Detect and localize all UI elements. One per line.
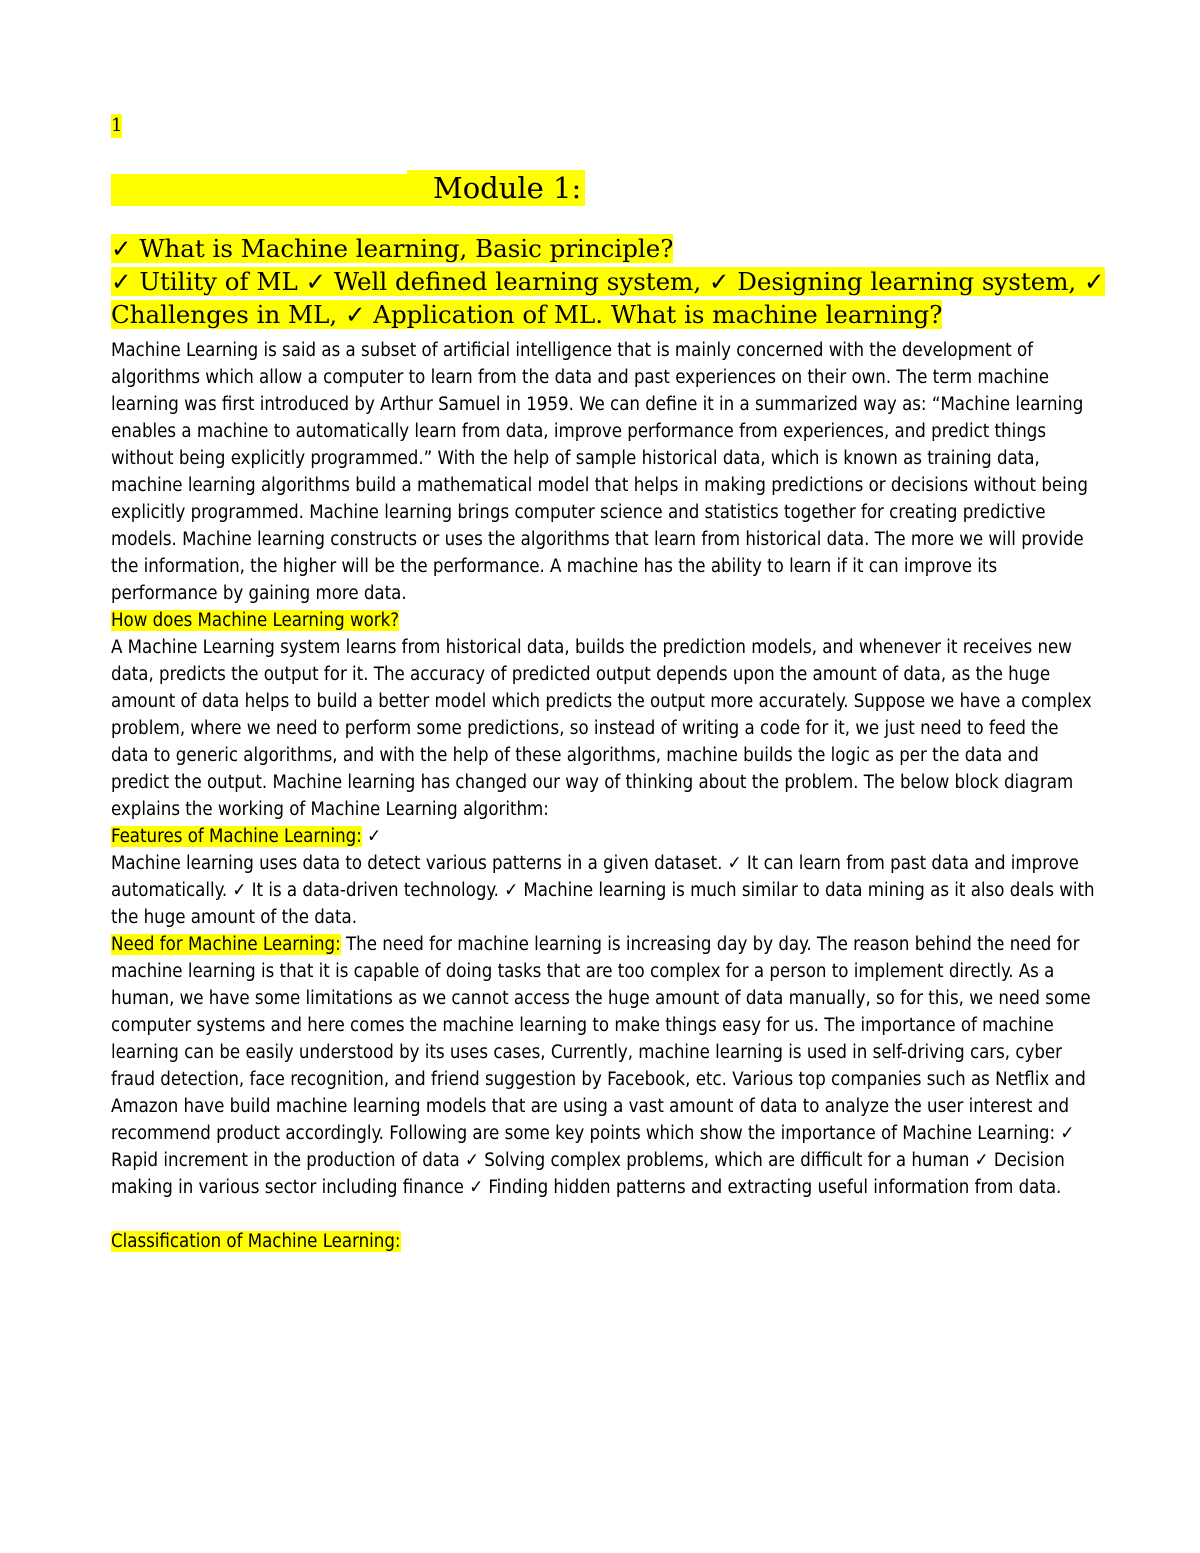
topic-line-2: ✓ Utility of ML ✓ Well defined learning system, ✓ Designing learning system, ✓ — [111, 267, 1105, 296]
module-title: Module 1: — [407, 170, 585, 206]
how-paragraph: A Machine Learning system learns from historical data, builds the prediction models, and whenever it receives new data, predicts the output for it. The accuracy of predicted output depends upon the amount of data, as the huge amount of data helps to build a better model which predicts the output more accurately. Suppose we have a complex problem, where we need to perform some predictions, so instead of writing a code for it, we just need to feed the data to generic algorithms, and with the help of these algorithms, machine builds the logic as per the data and predict the output. Machine learning has changed our way of thinking about the problem. The below block diagram explains the working of Machine Learning algorithm: — [111, 637, 1092, 820]
how-heading-line — [111, 607, 1096, 634]
need-paragraph — [111, 931, 1096, 1201]
classification-heading-line — [111, 1228, 1096, 1255]
document-body — [111, 337, 1096, 1255]
features-paragraph: Machine learning uses data to detect various patterns in a given dataset. ✓ It can learn from past data and improve automatically. ✓ It is a data-driven technology. ✓ Machine learning is much similar to data mining as it also deals with the huge amount of the data. — [111, 853, 1095, 928]
topic-line-3: Challenges in ML, ✓ Application of ML. What is machine learning? — [111, 300, 943, 329]
classification-heading: Classification of Machine Learning: — [111, 1231, 401, 1252]
need-heading: Need for Machine Learning: — [111, 934, 341, 955]
check-icon: ✓ — [361, 826, 382, 847]
intro-paragraph: Machine Learning is said as a subset of artificial intelligence that is mainly concerned with the development of algorithms which allow a computer to learn from the data and past experiences on their own. The term machine learning was first introduced by Arthur Samuel in 1959. We can define it in a summarized way as: “Machine learning enables a machine to automatically learn from data, improve performance from experiences, and predict things without being explicitly programmed.” With the help of sample historical data, which is known as training data, machine learning algorithms build a mathematical model that helps in making predictions or decisions without being explicitly programmed. Machine learning brings computer science and statistics together for creating predictive models. Machine learning constructs or uses the algorithms that learn from historical data. The more we will provide the information, the higher will be the performance. A machine has the ability to learn if it can improve its performance by gaining more data. — [111, 340, 1088, 604]
features-heading: Features of Machine Learning: — [111, 826, 362, 847]
page-number: 1 — [111, 115, 123, 136]
topic-line-1: ✓ What is Machine learning, Basic principle? — [111, 234, 674, 263]
need-body: The need for machine learning is increasing day by day. The reason behind the need for machine learning is that it is capable of doing tasks that are too complex for a person to implement directly. As a human, we have some limitations as we cannot access the huge amount of data manually, so for this, we need some computer systems and here comes the machine learning to make things easy for us. The importance of machine learning can be easily understood by its uses cases, Currently, machine learning is used in self-driving cars, cyber fraud detection, face recognition, and friend suggestion by Facebook, etc. Various top companies such as Netflix and Amazon have build machine learning models that are using a vast amount of data to analyze the user interest and recommend product accordingly. Following are some key points which show the importance of Machine Learning: ✓ Rapid increment in the production of data ✓ Solving complex problems, which are difficult for a human ✓ Decision making in various sector including finance ✓ Finding hidden patterns and extracting useful information from data. — [111, 934, 1091, 1198]
how-heading: How does Machine Learning work? — [111, 610, 400, 631]
blank-line — [111, 1201, 1096, 1228]
features-heading-line — [111, 823, 1096, 850]
topics-list — [111, 232, 1105, 331]
highlight-bar — [111, 174, 407, 206]
